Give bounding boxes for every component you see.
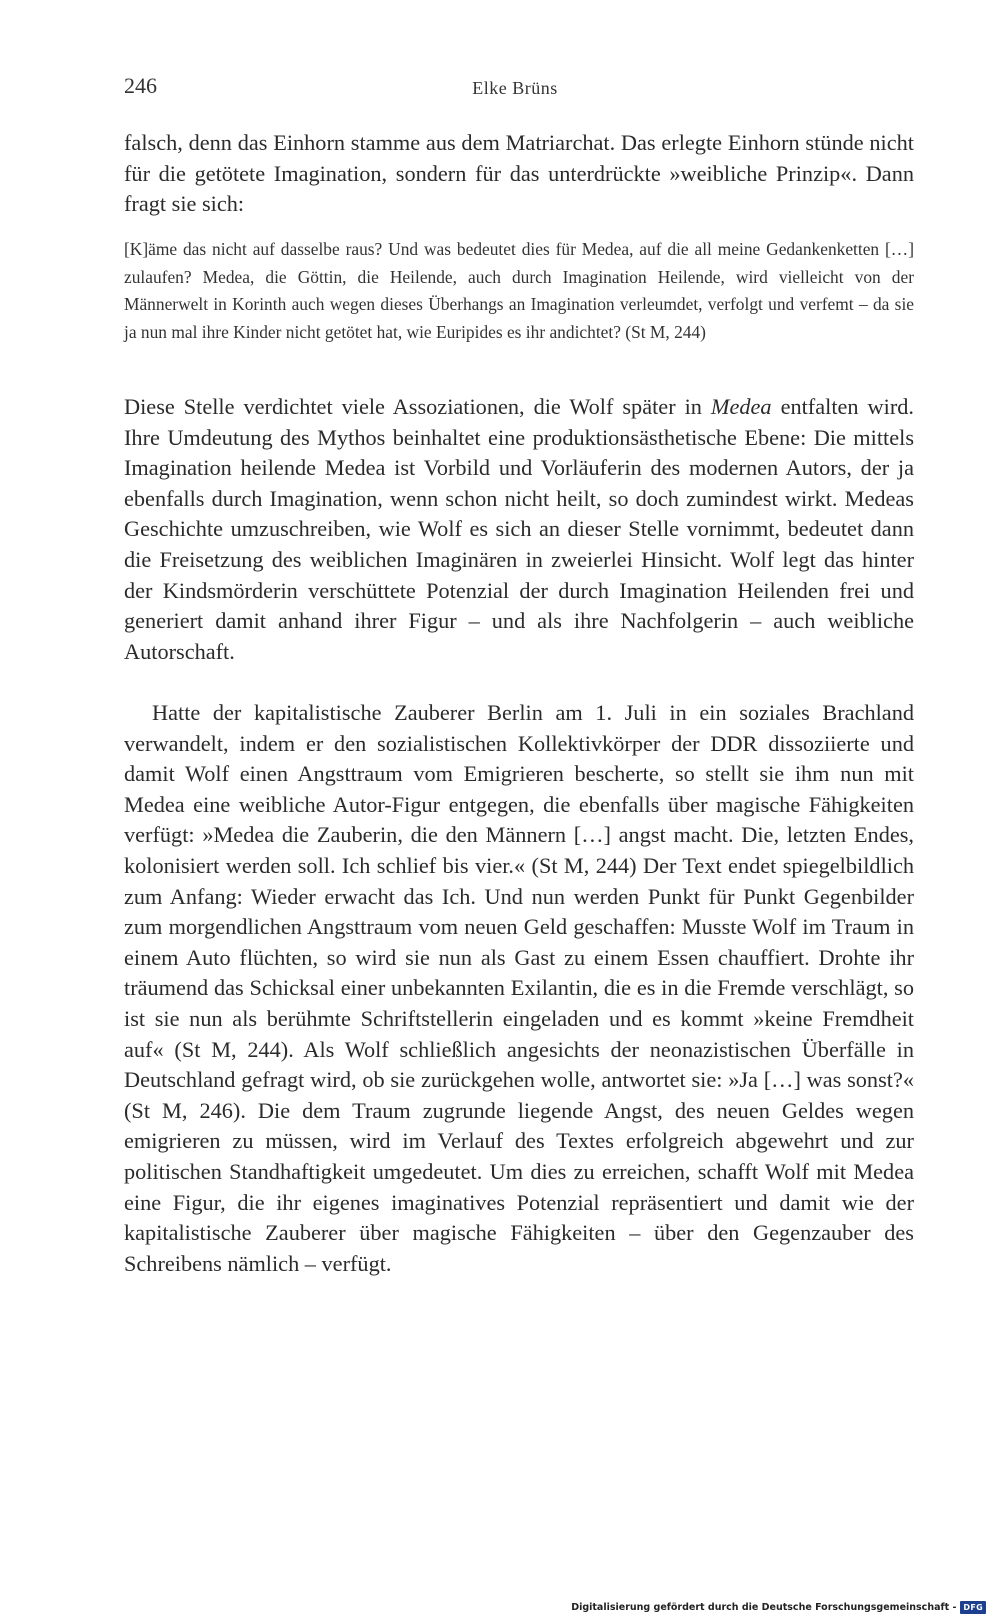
footer-text: Digitalisierung gefördert durch die Deutsche Forschungsgemeinschaft - xyxy=(571,1602,957,1613)
page-number: 246 xyxy=(124,73,157,98)
block-quote: [K]äme das nicht auf dasselbe raus? Und was bedeutet dies für Medea, auf die all meine Gedankenketten […] zulaufen? Medea, die Göttin, die Heilende, auch durch Imagination Heilende, wird vielleicht von der Männerwelt in Korinth auch wegen dieses Überhangs an Imagination verleumdet, verfolgt und verfemt – da sie ja nun mal ihre Kinder nicht getötet hat, wie Euripides es ihr andichtet? (St M, 244) xyxy=(124,239,914,342)
dfg-logo-icon: DFG xyxy=(960,1601,986,1614)
paragraph-2-start: Diese Stelle verdichtet viele Assoziationen, die Wolf später in xyxy=(124,394,711,419)
running-title: Elke Brüns xyxy=(472,78,558,98)
paragraph-2-rest: entfalten wird. Ihre Umdeutung des Mythos beinhaltet eine produktionsästhetische Ebene: Die mittels Imagination heilende Medea ist Vorbild und Vorläuferin des modernen Autors, der ja ebenfalls durch Imagination, wenn schon nicht heilt, so doch zumindest wirkt. Medeas Geschichte umzuschreiben, wie Wolf es sich an dieser Stelle vornimmt, bedeutet dann die Freisetzung des weiblichen Imaginären in zweierlei Hinsicht. Wolf legt das hinter der Kindsmörderin verschüttete Potenzial der durch Imagination Heilenden frei und generiert damit anhand ihrer Figur – und als ihre Nachfolgerin – auch weibliche Autorschaft. xyxy=(124,394,914,664)
paragraph-2 xyxy=(124,392,914,667)
paragraph-1: falsch, denn das Einhorn stamme aus dem Matriarchat. Das erlegte Einhorn stünde nicht für die getötete Imagination, sondern für das unterdrückte »weibliche Prinzip«. Dann fragt sie sich: xyxy=(124,130,914,217)
work-title-medea: Medea xyxy=(710,394,772,419)
digitization-footer xyxy=(571,1601,986,1614)
paragraph-3: Hatte der kapitalistische Zauberer Berlin am 1. Juli in ein soziales Brachland verwandelt, indem er den sozialistischen Kollektivkörper der DDR dissoziierte und damit Wolf einen Angsttraum vom Emigrieren bescherte, so stellt sie ihm nun mit Medea eine weibliche Autor-Figur entgegen, die ebenfalls über magische Fähigkeiten verfügt: »Medea die Zauberin, die den Männern […] angst macht. Die, letzten Endes, kolonisiert werden soll. Ich schlief bis vier.« (St M, 244) Der Text endet spiegelbildlich zum Anfang: Wieder erwacht das Ich. Und nun werden Punkt für Punkt Gegenbilder zum morgendlichen Angsttraum vom neuen Geld geschaffen: Musste Wolf im Traum in einem Auto flüchten, so wird sie nun als Gast zu einem Essen chauffiert. Drohte ihr träumend das Schicksal einer unbekannten Exilantin, die es in die Fremde verschlägt, so ist sie nun als berühmte Schriftstellerin eingeladen und es kommt »keine Fremdheit auf« (St M, 244). Als Wolf schließlich angesichts der neonazistischen Überfälle in Deutschland gefragt wird, ob sie zurückgehen wolle, antwortet sie: »Ja […] was sonst?« (St M, 246). Die dem Traum zugrunde liegende Angst, des neuen Geldes wegen emigrieren zu müssen, wird im Verlauf des Textes erfolgreich abgewehrt und zur politischen Standhaftigkeit umgedeutet. Um dies zu erreichen, schafft Wolf mit Medea eine Figur, die ihr eigenes imaginatives Potenzial repräsentiert und damit wie der kapitalistische Zauberer über magische Fähigkeiten – über den Gegenzauber des Schreibens nämlich – verfügt. xyxy=(124,700,914,1276)
